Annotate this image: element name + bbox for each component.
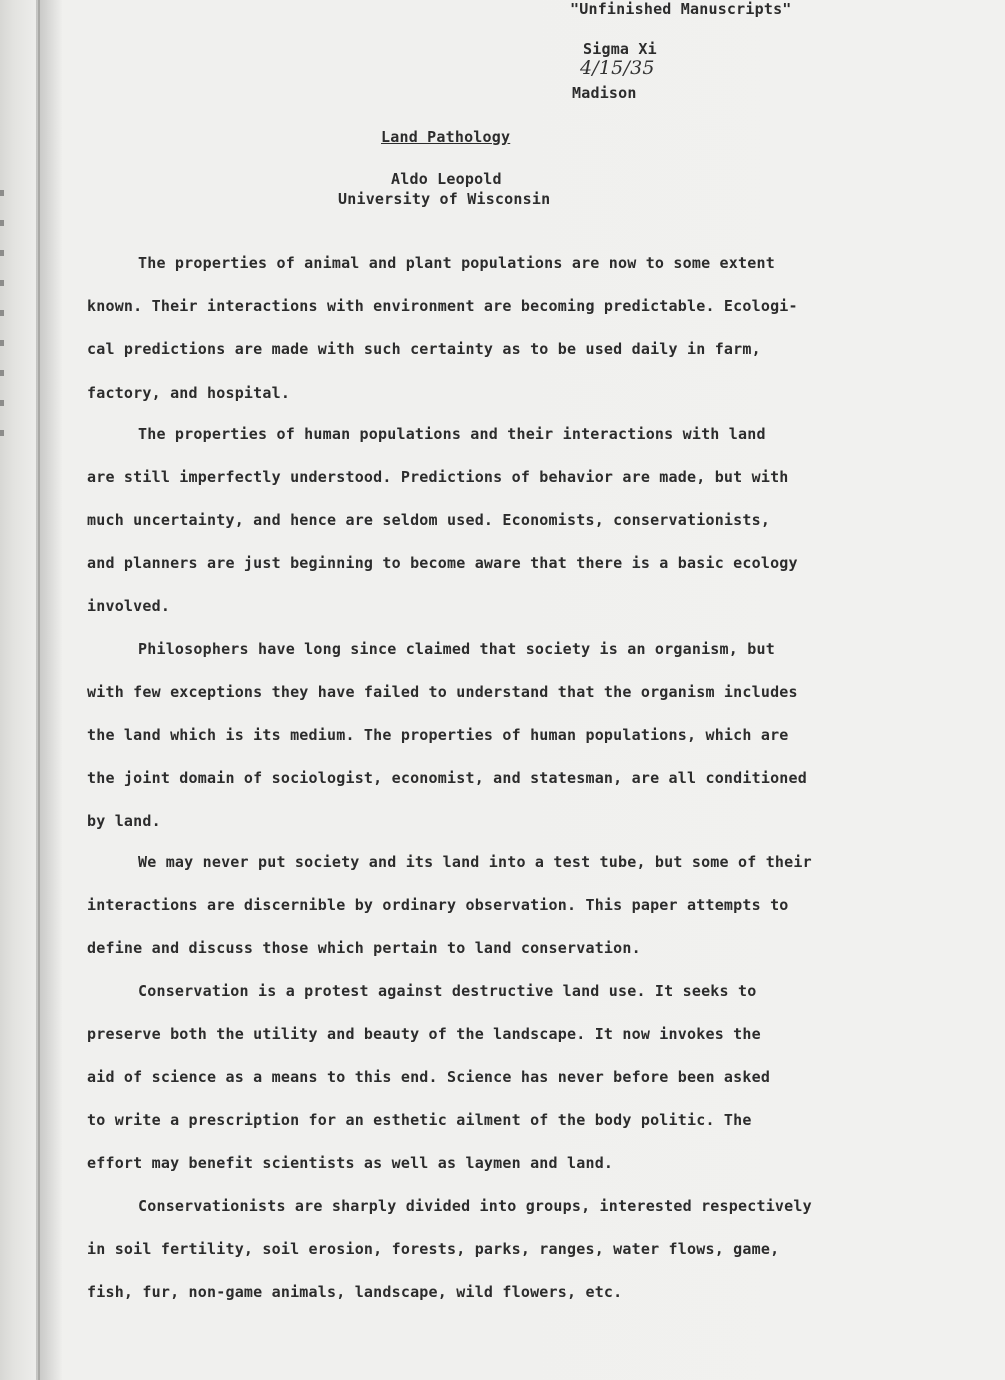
- body-line: The properties of human populations and their interactions with land: [138, 425, 766, 443]
- body-line: define and discuss those which pertain to land conservation.: [87, 939, 641, 957]
- body-line: known. Their interactions with environment are becoming predictable. Ecologi-: [87, 297, 798, 315]
- previous-page-edge-marks: [0, 190, 8, 460]
- body-line: interactions are discernible by ordinary observation. This paper attempts to: [87, 896, 789, 914]
- author-affiliation: University of Wisconsin: [338, 190, 551, 208]
- collection-label: "Unfinished Manuscripts": [570, 0, 792, 18]
- body-line: by land.: [87, 812, 161, 830]
- body-line: with few exceptions they have failed to understand that the organism includes: [87, 683, 798, 701]
- body-line: fish, fur, non-game animals, landscape, wild flowers, etc.: [87, 1283, 623, 1301]
- body-line: Conservationists are sharply divided into groups, interested respectively: [138, 1197, 812, 1215]
- body-line: effort may benefit scientists as well as laymen and land.: [87, 1154, 614, 1172]
- body-line: cal predictions are made with such certainty as to be used daily in farm,: [87, 340, 761, 358]
- body-line: the joint domain of sociologist, economist, and statesman, are all conditioned: [87, 769, 807, 787]
- binding-edge: [38, 0, 40, 1380]
- author-name: Aldo Leopold: [391, 170, 502, 188]
- body-line: in soil fertility, soil erosion, forests, parks, ranges, water flows, game,: [87, 1240, 780, 1258]
- handwritten-date: 4/15/35: [580, 57, 655, 79]
- body-line: factory, and hospital.: [87, 384, 291, 402]
- body-line: The properties of animal and plant populations are now to some extent: [138, 254, 775, 272]
- body-line: the land which is its medium. The properties of human populations, which are: [87, 726, 789, 744]
- place-label: Madison: [572, 84, 637, 102]
- body-line: involved.: [87, 597, 171, 615]
- body-line: aid of science as a means to this end. Science has never before been asked: [87, 1068, 771, 1086]
- body-line: preserve both the utility and beauty of the landscape. It now invokes the: [87, 1025, 761, 1043]
- body-line: to write a prescription for an esthetic ailment of the body politic. The: [87, 1111, 752, 1129]
- venue-label: Sigma Xi: [583, 40, 657, 58]
- page-title: Land Pathology: [381, 128, 511, 146]
- body-line: much uncertainty, and hence are seldom used. Economists, conservationists,: [87, 511, 771, 529]
- body-line: Philosophers have long since claimed that society is an organism, but: [138, 640, 775, 658]
- body-line: We may never put society and its land into a test tube, but some of their: [138, 853, 812, 871]
- body-line: are still imperfectly understood. Predictions of behavior are made, but with: [87, 468, 789, 486]
- body-line: and planners are just beginning to become aware that there is a basic ecology: [87, 554, 798, 572]
- body-line: Conservation is a protest against destructive land use. It seeks to: [138, 982, 757, 1000]
